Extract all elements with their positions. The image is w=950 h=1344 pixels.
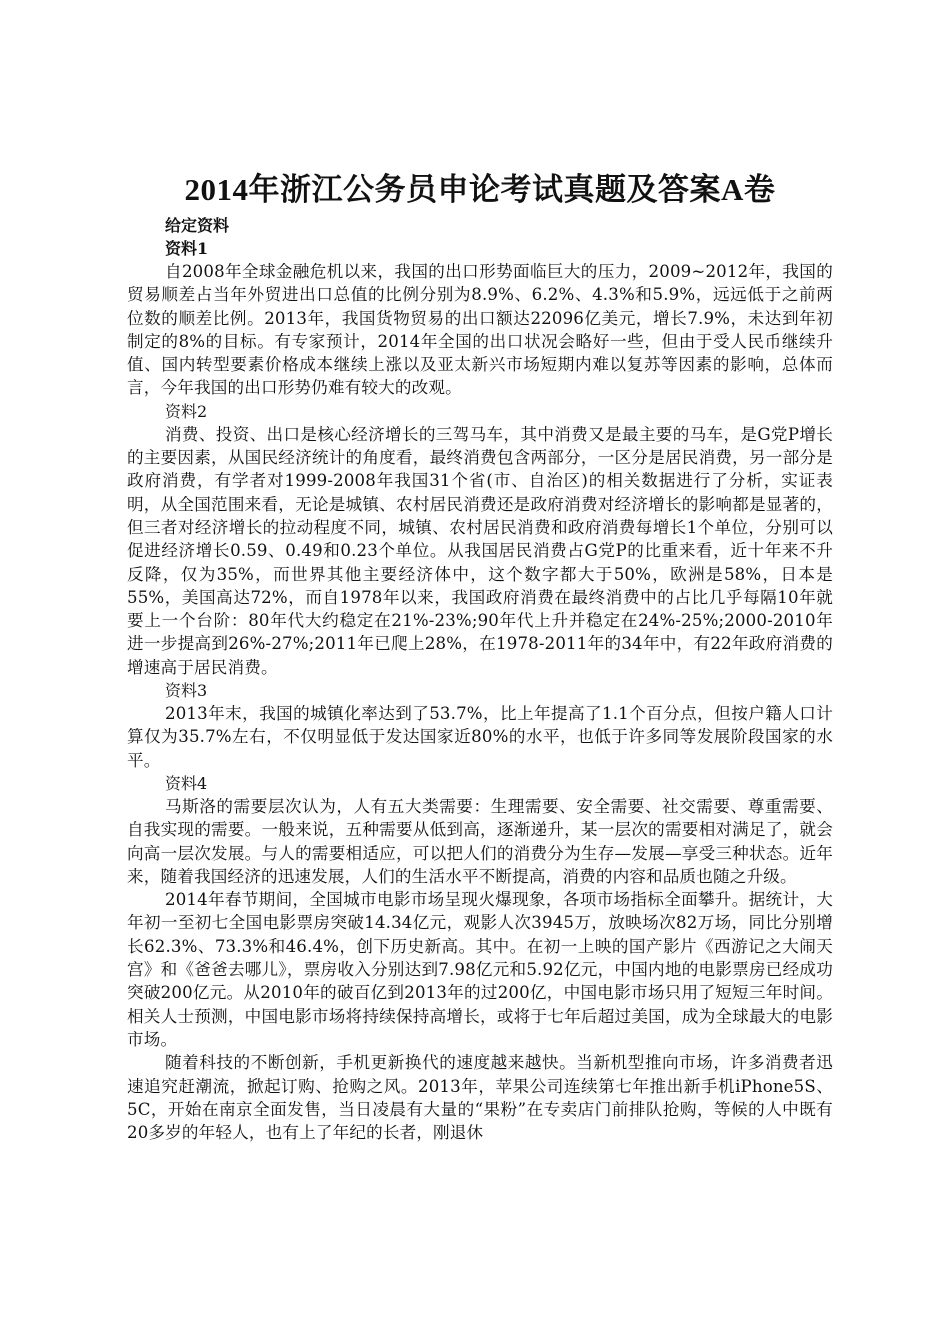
material-3-paragraph-1: 2013年末，我国的城镇化率达到了53.7%，比上年提高了1.1个百分点，但按户籍人口计算仅为35.7%左右，不仅明显低于发达国家近80%的水平，也低于许多同等发展阶段国家的水平。 bbox=[127, 704, 833, 770]
material-4-paragraph-2: 2014年春节期间，全国城市电影市场呈现火爆现象，各项市场指标全面攀升。据统计，大年初一至初七全国电影票房突破14.34亿元，观影人次3945万，放映场次82万场，同比分别增长62.3%、73.3%和46.4%，创下历史新高。其中。在初一上映的国产影片《西游记之大闹天宫》和《爸爸去哪儿》，票房收入分别达到7.98亿元和5.92亿元，中国内地的电影票房已经成功突破200亿元。从2010年的破百亿到2013年的过200亿，中国电影市场只用了短短三年时间。相关人士预测，中国电影市场将持续保持高增长，或将于七年后超过美国，成为全球最大的电影市场。 bbox=[127, 890, 833, 1049]
material-2-label: 资料2 bbox=[165, 401, 208, 421]
document-page bbox=[127, 168, 833, 1144]
material-1-paragraph-1: 自2008年全球金融危机以来，我国的出口形势面临巨大的压力，2009~2012年，我国的贸易顺差占当年外贸进出口总值的比例分别为8.9%、6.2%、4.3%和5.9%，远远低于之前两位数的顺差比例。2013年，我国货物贸易的出口额达22096亿美元，增长7.9%，未达到年初制定的8%的目标。有专家预计，2014年全国的出口状况会略好一些，但由于受人民币继续升值、国内转型要素价格成本继续上涨以及亚太新兴市场短期内难以复苏等因素的影响，总体而言，今年我国的出口形势仍难有较大的改观。 bbox=[127, 262, 833, 398]
material-4-paragraph-3: 随着科技的不断创新，手机更新换代的速度越来越快。当新机型推向市场，许多消费者迅速追究赶潮流，掀起订购、抢购之风。2013年，苹果公司连续第七年推出新手机iPhone5S、5C，开始在南京全面发售，当日凌晨有大量的“果粉”在专卖店门前排队抢购，等候的人中既有20多岁的年轻人，也有上了年纪的长者，刚退休 bbox=[127, 1053, 833, 1143]
document-title: 2014年浙江公务员申论考试真题及答案A卷 bbox=[184, 172, 776, 207]
material-1-label: 资料1 bbox=[165, 239, 209, 258]
material-2-paragraph-1: 消费、投资、出口是核心经济增长的三驾马车，其中消费又是最主要的马车，是G党P增长的主要因素，从国民经济统计的角度看，最终消费包含两部分，一区分是居民消费，另一部分是政府消费，有学者对1999-2008年我国31个省(市、自治区)的相关数据进行了分析，实证表明，从全国范围来看，无论是城镇、农村居民消费还是政府消费对经济增长的影响都是显著的，但三者对经济增长的拉动程度不同，城镇、农村居民消费和政府消费每增长1个单位，分别可以促进经济增长0.59、0.49和0.23个单位。从我国居民消费占G党P的比重来看，近十年来不升反降，仅为35%，而世界其他主要经济体中，这个数字都大于50%，欧洲是58%，日本是55%，美国高达72%，而自1978年以来，我国政府消费在最终消费中的占比几乎每隔10年就要上一个台阶：80年代大约稳定在21%-23%;90年代上升并稳定在24%-25%;2000-2010年进一步提高到26%-27%;2011年已爬上28%，在1978-2011年的34年中，有22年政府消费的增速高于居民消费。 bbox=[127, 424, 833, 677]
material-4-label: 资料4 bbox=[165, 773, 208, 793]
material-3-label: 资料3 bbox=[165, 681, 208, 701]
section-heading-given-materials: 给定资料 bbox=[165, 216, 230, 235]
material-4-paragraph-1: 马斯洛的需要层次认为，人有五大类需要：生理需要、安全需要、社交需要、尊重需要、自我实现的需要。一般来说，五种需要从低到高，逐渐递升，某一层次的需要相对满足了，就会向高一层次发展。与人的需要相适应，可以把人们的消费分为生存—发展—享受三种状态。近年来，随着我国经济的迅速发展，人们的生活水平不断提高，消费的内容和品质也随之升级。 bbox=[127, 796, 833, 886]
